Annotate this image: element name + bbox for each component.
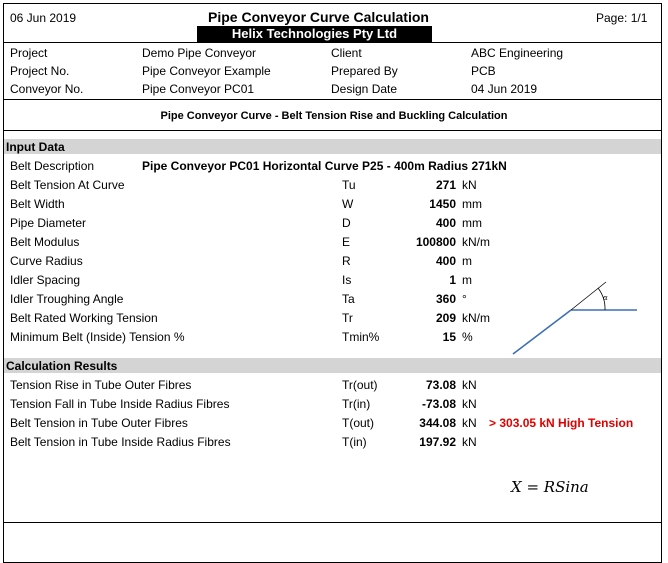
project-label: Project <box>10 46 48 60</box>
row-label: Belt Tension At Curve <box>10 178 125 192</box>
row-value: 360 <box>435 292 456 306</box>
formula: X = RSina <box>511 478 589 496</box>
row-symbol: Tr(out) <box>342 378 378 392</box>
row-value: -73.08 <box>421 397 456 411</box>
row-symbol: Tr <box>342 311 353 325</box>
row-symbol: Ta <box>342 292 355 306</box>
row-label: Tension Fall in Tube Inside Radius Fibres <box>10 397 230 411</box>
belt-description-label: Belt Description <box>10 159 95 173</box>
client-label: Client <box>331 46 362 60</box>
prepared-by-value: PCB <box>471 64 496 78</box>
row-symbol: Tu <box>342 178 356 192</box>
angle-label: α <box>603 294 608 302</box>
row-symbol: Tmin% <box>342 330 380 344</box>
row-value: 15 <box>442 330 456 344</box>
prepared-by-label: Prepared By <box>331 64 398 78</box>
row-unit: ° <box>462 292 467 306</box>
row-value: 400 <box>435 254 456 268</box>
row-symbol: Is <box>342 273 352 287</box>
row-unit: kN/m <box>462 311 490 325</box>
row-symbol: E <box>342 235 351 249</box>
row-label: Belt Tension in Tube Inside Radius Fibres <box>10 435 231 449</box>
row-label: Tension Rise in Tube Outer Fibres <box>10 378 192 392</box>
row-unit: kN <box>462 378 477 392</box>
row-unit: % <box>462 330 473 344</box>
row-value: 197.92 <box>419 435 456 449</box>
divider <box>4 42 661 43</box>
divider <box>4 130 661 131</box>
design-date-value: 04 Jun 2019 <box>471 82 538 96</box>
project-no-value: Pipe Conveyor Example <box>142 64 271 78</box>
calculation-results-title: Calculation Results <box>6 359 118 373</box>
angle-diagram <box>505 278 645 358</box>
row-symbol: D <box>342 216 351 230</box>
calculation-results-header <box>4 358 661 373</box>
row-value: 73.08 <box>425 378 456 392</box>
client-value: ABC Engineering <box>471 46 564 60</box>
row-unit: kN <box>462 178 477 192</box>
input-data-title: Input Data <box>6 140 65 154</box>
page-number: Page: 1/1 <box>596 11 648 25</box>
row-unit: m <box>462 273 472 287</box>
row-label: Belt Modulus <box>10 235 80 249</box>
row-unit: kN/m <box>462 235 490 249</box>
divider <box>4 99 661 100</box>
row-value: 344.08 <box>419 416 456 430</box>
row-unit: kN <box>462 435 477 449</box>
row-label: Idler Spacing <box>10 273 81 287</box>
row-symbol: T(in) <box>342 435 367 449</box>
project-no-label: Project No. <box>10 64 70 78</box>
project-value: Demo Pipe Conveyor <box>142 46 257 60</box>
calculation-subtitle: Pipe Conveyor Curve - Belt Tension Rise and Buckling Calculation <box>160 110 508 122</box>
belt-description-value: Pipe Conveyor PC01 Horizontal Curve P25 - 400m Radius 271kN <box>142 159 507 173</box>
row-unit: kN <box>462 397 477 411</box>
row-label: Belt Tension in Tube Outer Fibres <box>10 416 188 430</box>
row-value: 1450 <box>429 197 456 211</box>
row-label: Idler Troughing Angle <box>10 292 124 306</box>
row-label: Minimum Belt (Inside) Tension % <box>10 330 185 344</box>
company-banner: Helix Technologies Pty Ltd <box>197 26 432 42</box>
row-label: Belt Rated Working Tension <box>10 311 158 325</box>
row-value: 271 <box>435 178 456 192</box>
row-unit: mm <box>462 216 482 230</box>
row-unit: mm <box>462 197 482 211</box>
row-symbol: R <box>342 254 351 268</box>
high-tension-warning: > 303.05 kN High Tension <box>489 416 634 430</box>
row-symbol: Tr(in) <box>342 397 371 411</box>
row-value: 100800 <box>415 235 456 249</box>
report-title: Pipe Conveyor Curve Calculation <box>208 9 429 25</box>
conveyor-no-label: Conveyor No. <box>10 82 84 96</box>
row-unit: m <box>462 254 472 268</box>
conveyor-no-value: Pipe Conveyor PC01 <box>142 82 255 96</box>
row-symbol: T(out) <box>342 416 375 430</box>
row-value: 400 <box>435 216 456 230</box>
row-label: Pipe Diameter <box>10 216 87 230</box>
slope-line <box>513 310 571 354</box>
row-unit: kN <box>462 416 477 430</box>
row-label: Belt Width <box>10 197 65 211</box>
design-date-label: Design Date <box>331 82 398 96</box>
row-label: Curve Radius <box>10 254 83 268</box>
footer-divider <box>4 522 661 523</box>
angle-ray <box>571 282 606 310</box>
input-data-header <box>4 139 661 154</box>
report-date: 06 Jun 2019 <box>10 11 77 25</box>
row-value: 1 <box>449 273 456 287</box>
row-value: 209 <box>435 311 456 325</box>
row-symbol: W <box>342 197 354 211</box>
